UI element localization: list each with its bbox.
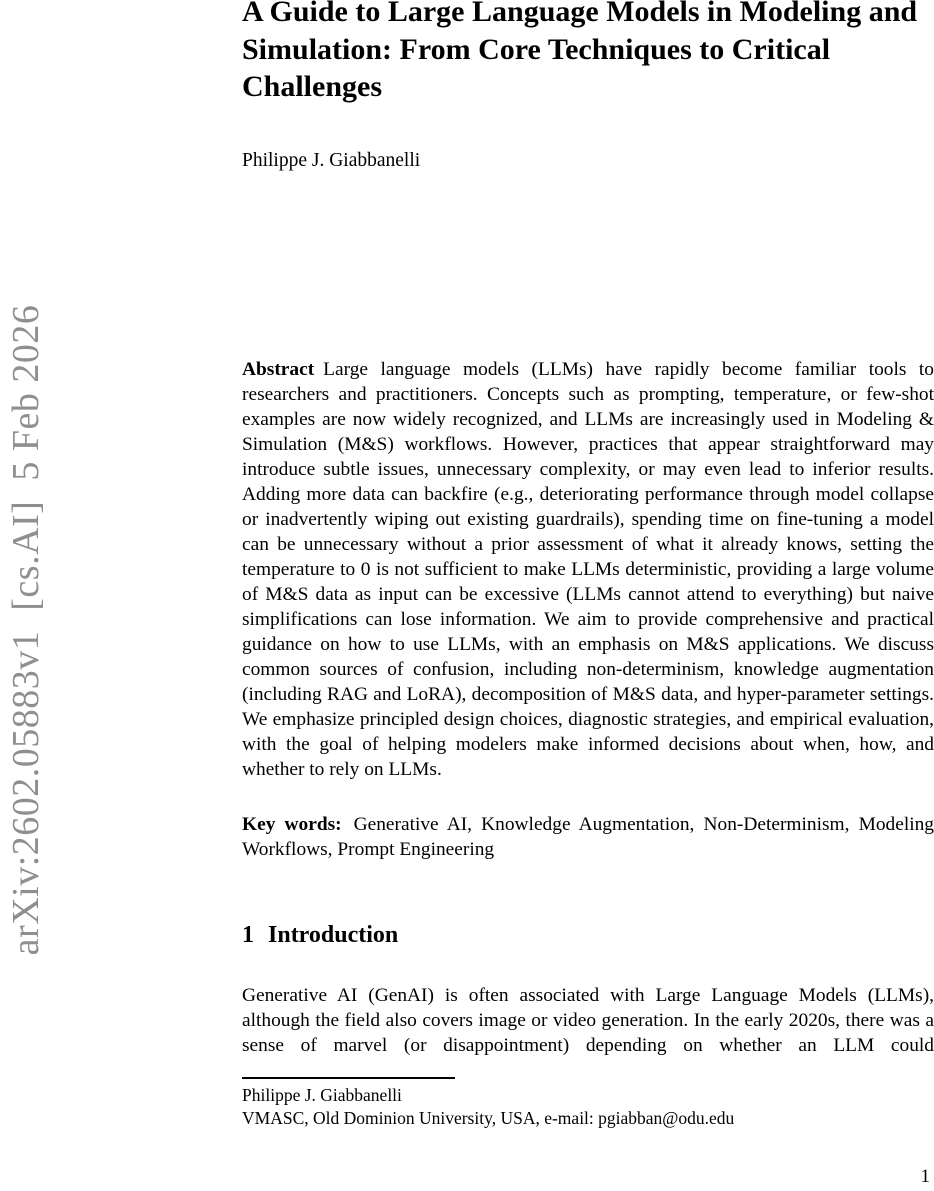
abstract-paragraph — [242, 357, 934, 782]
footnote-block — [242, 1084, 934, 1129]
arxiv-watermark: arXiv:2602.05883v1 [cs.AI] 5 Feb 2026 — [5, 304, 47, 956]
footnote-divider — [242, 1077, 455, 1079]
section-heading-introduction — [242, 922, 934, 949]
abstract-text: Large language models (LLMs) have rapidly become familiar tools to researchers and practitioners. Concepts such as prompting, temperature, or few-shot examples are now widely recognized, and LLMs are increasingly used in Modeling & Simulation (M&S) workflows. However, practices that appear straightforward may introduce subtle issues, unnecessary complexity, or may even lead to inferior results. Adding more data can backfire (e.g., deteriorating performance through model collapse or inadvertently wiping out existing guardrails), spending time on fine-tuning a model can be unnecessary without a prior assessment of what it already knows, setting the temperature to 0 is not sufficient to make LLMs deterministic, providing a large volume of M&S data as input can be excessive (LLMs cannot attend to everything) but naive simplifications can lose information. We aim to provide comprehensive and practical guidance on how to use LLMs, with an emphasis on M&S applications. We discuss common sources of confusion, including non-determinism, knowledge augmentation (including RAG and LoRA), decomposition of M&S data, and hyper-parameter settings. We emphasize principled design choices, diagnostic strategies, and empirical evaluation, with the goal of helping modelers make informed decisions about when, how, and whether to rely on LLMs. — [242, 359, 934, 780]
keywords-text: Generative AI, Knowledge Augmentation, Non-Determinism, Modeling Workflows, Prompt Engineering — [242, 814, 934, 860]
author-name: Philippe J. Giabbanelli — [242, 150, 421, 171]
paper-title: A Guide to Large Language Models in Modeling and Simulation: From Core Techniques to Critical Challenges — [242, 0, 918, 103]
page-number: 1 — [920, 1166, 930, 1187]
footnote-author: Philippe J. Giabbanelli — [242, 1085, 402, 1105]
section-number: 1 — [242, 922, 254, 948]
abstract-label: Abstract — [242, 359, 315, 380]
section-title: Introduction — [268, 922, 399, 948]
footnote-affiliation: VMASC, Old Dominion University, USA, e-mail: pgiabban@odu.edu — [242, 1107, 735, 1128]
keywords-paragraph — [242, 812, 934, 862]
introduction-paragraph: Generative AI (GenAI) is often associated with Large Language Models (LLMs), although the field also covers image or video generation. In the early 2020s, there was a sense of marvel (or disappointment) depending on whether an LLM could — [242, 985, 934, 1056]
keywords-label: Key words: — [242, 814, 342, 835]
